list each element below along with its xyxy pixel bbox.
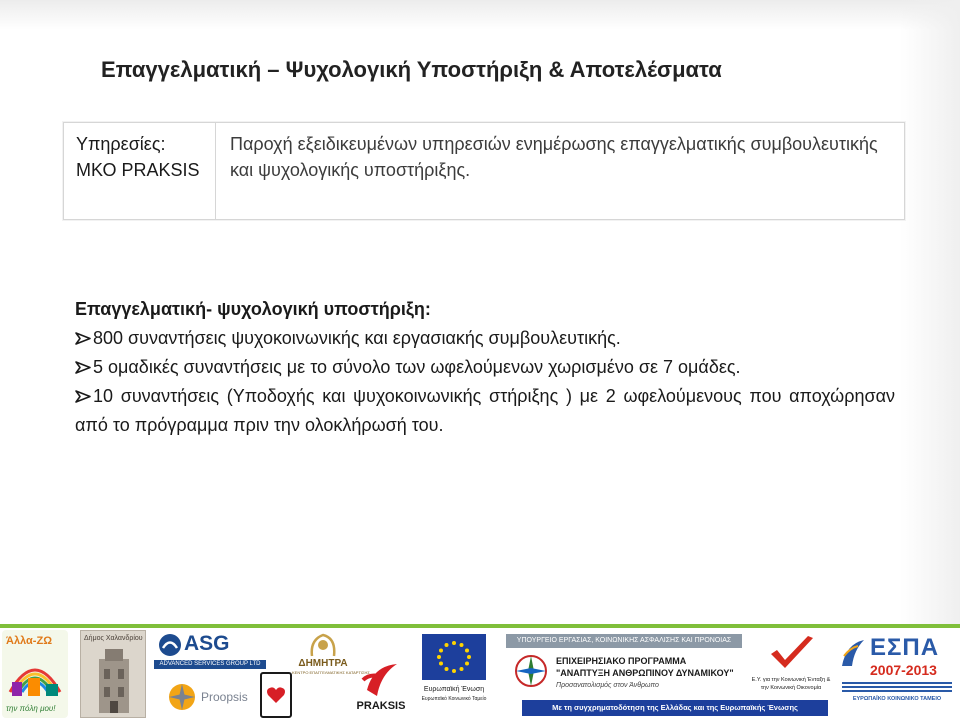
alla-zo-slogan: την πόλη μου! — [6, 704, 56, 713]
eu-subtitle: Ευρωπαϊκό Κοινωνικό Ταμείο — [421, 696, 487, 702]
heart-icon — [266, 686, 286, 704]
arrow-bullet-icon — [75, 332, 92, 345]
heart-badge-logo — [260, 672, 292, 718]
bullet-text: 800 συναντήσεις ψυχοκοινωνικής και εργασιακής συμβουλευτικής. — [93, 328, 621, 348]
bullet-text: 10 συναντήσεις (Υποδοχής και ψυχοκοινωνικής στήριξης ) με 2 ωφελούμενους που αποχώρησαν από το πρόγραμμα πριν την ολοκλήρωσή του. — [75, 386, 895, 435]
sponsor-logos-bar — [0, 628, 960, 720]
services-label-line2: ΜΚΟ PRAKSIS — [76, 160, 200, 180]
city-illustration-icon — [6, 652, 64, 700]
espa-name: ΕΣΠΑ — [870, 634, 940, 661]
arrow-bullet-icon — [75, 361, 92, 374]
services-description: Παροχή εξειδικευμένων υπηρεσιών ενημέρωσης επαγγελματικής συμβουλευτικής και ψυχολογικής υποστήριξης. — [230, 134, 878, 180]
bullet-item — [75, 324, 895, 353]
ministry-name: ΥΠΟΥΡΓΕΙΟ ΕΡΓΑΣΙΑΣ, ΚΟΙΝΩΝΙΚΗΣ ΑΣΦΑΛΙΣΗΣ ΚΑΙ ΠΡΟΝΟΙΑΣ — [506, 634, 742, 648]
asg-name: ASG — [184, 632, 230, 655]
praksis-name: PRAKSIS — [356, 700, 406, 712]
bullet-item — [75, 353, 895, 382]
dimitra-name: ΔΗΜΗΤΡΑ — [298, 658, 348, 669]
bullet-text: 5 ομαδικές συναντήσεις με το σύνολο των ωφελούμενων χωρισμένο σε 7 ομάδες. — [93, 357, 741, 377]
program-title-line2: "ΑΝΑΠΤΥΞΗ ΑΝΘΡΩΠΙΝΟΥ ΔΥΝΑΜΙΚΟΥ" — [556, 668, 734, 678]
espa-years: 2007-2013 — [870, 662, 937, 678]
ey-text: Ε.Υ. για την Κοινωνική Ένταξη & την Κοινωνική Οικονομία — [751, 677, 831, 691]
ey-social-inclusion-logo — [750, 632, 832, 698]
alla-zo-title: Άλλα-ΖΩ — [6, 635, 53, 647]
checkmark-icon — [768, 634, 816, 674]
espa-swoosh-icon — [840, 638, 866, 668]
asg-mark-icon — [158, 633, 182, 657]
espa-flag-strip — [842, 682, 952, 692]
praksis-logo — [350, 658, 412, 718]
eu-flag-logo — [420, 632, 488, 716]
praksis-mark-icon — [359, 660, 403, 698]
espa-logo — [838, 632, 956, 716]
alla-zo-logo — [2, 630, 68, 718]
bullet-item — [75, 382, 895, 440]
program-slogan: Προσανατολισμός στον Άνθρωπο — [556, 682, 659, 689]
dimitra-logo — [292, 630, 370, 678]
services-label — [64, 123, 216, 219]
cofinance-text: Με τη συγχρηματοδότηση της Ελλάδας και της Ευρωπαϊκής Ένωσης — [552, 703, 798, 712]
page-title: Επαγγελματική – Ψυχολογική Υποστήριξη & Αποτελέσματα — [101, 57, 722, 82]
support-section — [75, 295, 895, 440]
proopsis-logo — [165, 678, 247, 718]
cofinance-bar — [522, 700, 828, 716]
dimitra-head-icon — [308, 632, 338, 658]
arrow-bullet-icon — [75, 390, 92, 403]
eu-caption: Ευρωπαϊκή Ένωση — [423, 686, 485, 693]
proopsis-mark-icon — [167, 682, 197, 712]
proopsis-name: Proopsis — [201, 690, 248, 704]
compass-icon — [514, 654, 548, 688]
asg-logo — [154, 630, 266, 670]
section-heading: Επαγγελματική- ψυχολογική υποστήριξη: — [75, 299, 431, 319]
services-label-line1: Υπηρεσίες: — [76, 134, 166, 154]
dimos-name: Δήμος Χαλανδρίου — [84, 635, 143, 642]
dimos-chalandriou-logo — [80, 630, 146, 718]
program-title-line1: ΕΠΙΧΕΙΡΗΣΙΑΚΟ ΠΡΟΓΡΑΜΜΑ — [556, 656, 687, 666]
building-icon — [95, 649, 133, 715]
top-shading — [0, 0, 960, 30]
dimitra-subtitle: ΚΕΝΤΡΟ ΕΠΑΓΓΕΛΜΑΤΙΚΗΣ ΚΑΤΑΡΤΙΣΗΣ — [292, 670, 370, 675]
eu-flag-icon — [422, 634, 486, 680]
services-table — [63, 122, 905, 220]
asg-subtitle: ADVANCED SERVICES GROUP LTD — [154, 660, 266, 669]
right-shading — [900, 0, 960, 626]
espa-tagline: ΕΥΡΩΠΑΪΚΟ ΚΟΙΝΩΝΙΚΟ ΤΑΜΕΙΟ — [852, 696, 942, 702]
